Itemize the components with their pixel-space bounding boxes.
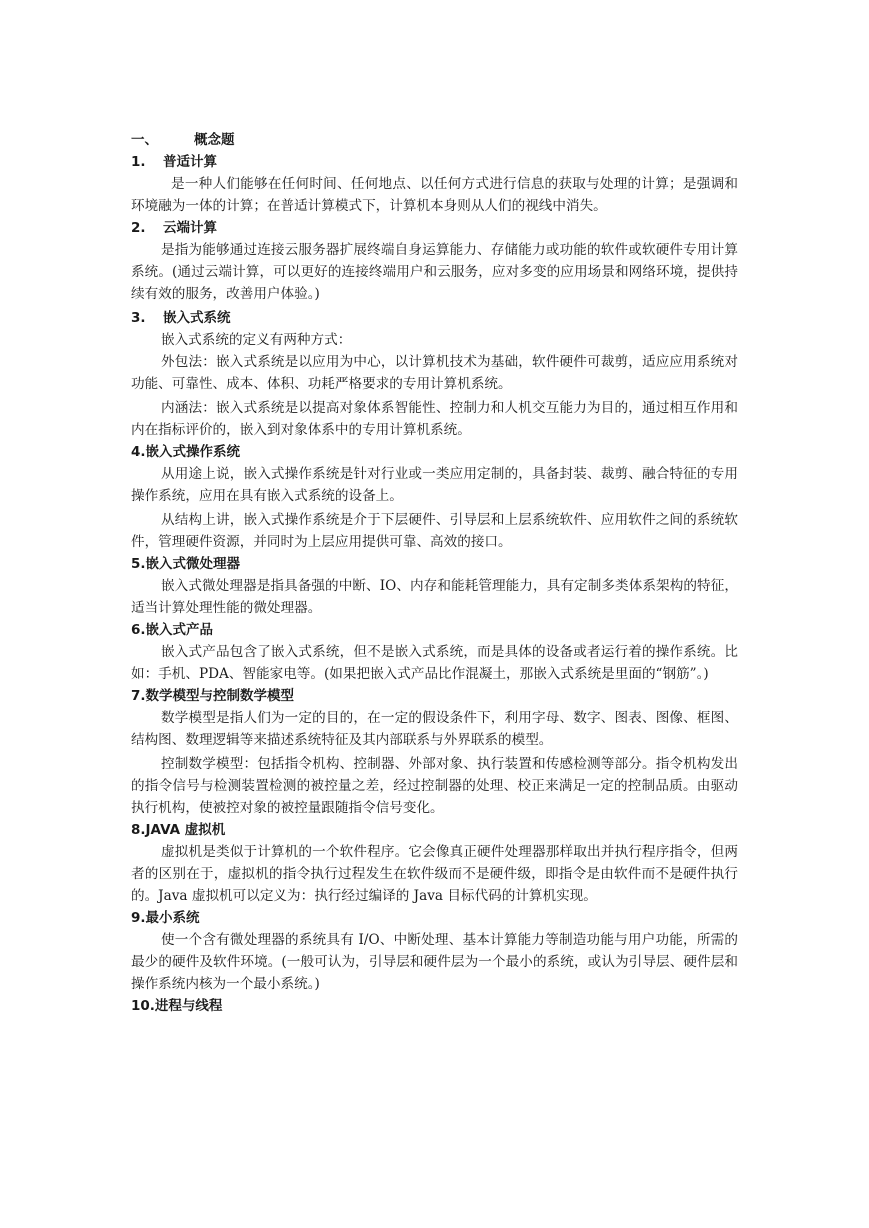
item-number: 1. <box>131 154 146 170</box>
item-title: 进程与线程 <box>154 998 223 1014</box>
item-title: JAVA 虚拟机 <box>145 822 226 838</box>
paragraph: 外包法：嵌入式系统是以应用为中心，以计算机技术为基础，软件硬件可裁剪，适应应用系统对功能、可靠性、成本、体积、功耗严格要求的专用计算机系统。 <box>131 354 738 392</box>
paragraph: 是指为能够通过连接云服务器扩展终端自身运算能力、存储能力或功能的软件或软硬件专用计算系统。(通过云端计算，可以更好的连接终端用户和云服务，应对多变的应用场景和网络环境，提供持续有效的服务，改善用户体验。) <box>131 242 738 302</box>
item-title: 嵌入式微处理器 <box>145 556 241 572</box>
paragraph: 嵌入式系统的定义有两种方式： <box>161 332 352 348</box>
paragraph: 从结构上讲，嵌入式操作系统是介于下层硬件、引导层和上层系统软件、应用软件之间的系统软件，管理硬件资源，并同时为上层应用提供可靠、高效的接口。 <box>131 512 738 550</box>
item-heading-3 <box>131 307 738 329</box>
item-heading-8 <box>131 819 738 841</box>
item-heading-5 <box>131 553 738 575</box>
section-heading <box>131 129 738 151</box>
item-title: 嵌入式操作系统 <box>145 444 241 460</box>
item-number: 8. <box>131 822 146 838</box>
item-number: 3. <box>131 310 146 326</box>
item-number: 7. <box>131 688 146 704</box>
document-page <box>131 129 738 1017</box>
item-heading-10 <box>131 995 738 1017</box>
item-title: 嵌入式系统 <box>163 310 231 326</box>
item-heading-9 <box>131 907 738 929</box>
item-heading-4 <box>131 441 738 463</box>
item-number: 10. <box>131 998 155 1014</box>
item-title: 最小系统 <box>145 910 200 926</box>
item-title: 数学模型与控制数学模型 <box>145 688 295 704</box>
section-number: 一、 <box>131 132 158 148</box>
item-number: 9. <box>131 910 146 926</box>
item-title: 云端计算 <box>163 220 217 236</box>
paragraph: 嵌入式产品包含了嵌入式系统，但不是嵌入式系统，而是具体的设备或者运行着的操作系统。比如：手机、PDA、智能家电等。(如果把嵌入式产品比作混凝土，那嵌入式系统是里面的“钢筋”。) <box>131 644 738 682</box>
paragraph: 虚拟机是类似于计算机的一个软件程序。它会像真正硬件处理器那样取出并执行程序指令，但两者的区别在于，虚拟机的指令执行过程发生在软件级而不是硬件级，即指令是由软件而不是硬件执行的。Java 虚拟机可以定义为：执行经过编译的 Java 目标代码的计算机实现。 <box>131 844 738 904</box>
item-heading-2 <box>131 217 738 239</box>
paragraph: 从用途上说，嵌入式操作系统是针对行业或一类应用定制的，具备封装、裁剪、融合特征的专用操作系统，应用在具有嵌入式系统的设备上。 <box>131 466 738 504</box>
item-number: 6. <box>131 622 146 638</box>
item-title: 嵌入式产品 <box>145 622 214 638</box>
paragraph: 内涵法：嵌入式系统是以提高对象体系智能性、控制力和人机交互能力为目的，通过相互作用和内在指标评价的，嵌入到对象体系中的专用计算机系统。 <box>131 400 738 438</box>
item-title: 普适计算 <box>163 154 217 170</box>
paragraph: 是一种人们能够在任何时间、任何地点、以任何方式进行信息的获取与处理的计算；是强调和环境融为一体的计算；在普适计算模式下，计算机本身则从人们的视线中消失。 <box>131 176 738 214</box>
paragraph: 使一个含有微处理器的系统具有 I/O、中断处理、基本计算能力等制造功能与用户功能，所需的最少的硬件及软件环境。(一般可认为，引导层和硬件层为一个最小的系统，或认为引导层、硬件层和操作系统内核为一个最小系统。) <box>131 932 738 992</box>
item-heading-7 <box>131 685 738 707</box>
item-number: 2. <box>131 220 146 236</box>
paragraph: 控制数学模型：包括指令机构、控制器、外部对象、执行装置和传感检测等部分。指令机构发出的指令信号与检测装置检测的被控量之差，经过控制器的处理、校正来满足一定的控制品质。由驱动执行机构，使被控对象的被控量跟随指令信号变化。 <box>131 756 738 816</box>
item-heading-1 <box>131 151 738 173</box>
item-number: 5. <box>131 556 146 572</box>
paragraph: 嵌入式微处理器是指具备强的中断、IO、内存和能耗管理能力，具有定制多类体系架构的特征，适当计算处理性能的微处理器。 <box>131 578 738 616</box>
item-number: 4. <box>131 444 146 460</box>
section-title: 概念题 <box>194 132 235 148</box>
paragraph: 数学模型是指人们为一定的目的，在一定的假设条件下，利用字母、数字、图表、图像、框图、结构图、数理逻辑等来描述系统特征及其内部联系与外界联系的模型。 <box>131 710 738 748</box>
item-heading-6 <box>131 619 738 641</box>
